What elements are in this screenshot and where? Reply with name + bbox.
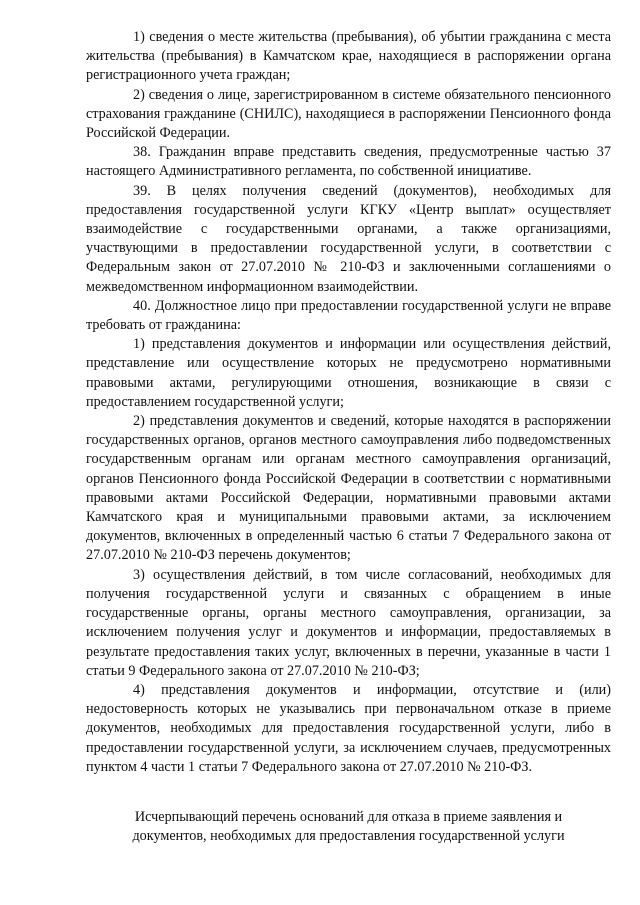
paragraph-38: 38. Гражданин вправе представить сведения, предусмотренные частью 37 настоящего Административного регламента, по собственной инициативе. [86,144,611,180]
paragraph-40-item-3: 3) осуществления действий, в том числе согласований, необходимых для получения государственной услуги и связанных с обращением в иные государственные органы, органы местного самоуправления, организации, за исключением получения услуг и документов и информации, предоставляемых в результате предоставления таких услуг, включенных в перечни, указанные в части 1 статьи 9 Федерального закона от 27.07.2010 № 210-ФЗ; [86,566,611,679]
paragraph-item-2-snils: 2) сведения о лице, зарегистрированном в системе обязательного пенсионного страхования гражданине (СНИЛС), находящиеся в распоряжении Пенсионного фонда Российской Федерации. [86,86,611,142]
paragraph-40-item-1: 1) представления документов и информации или осуществления действий, представление или осуществление которых не предусмотрено нормативными правовыми актами, регулирующими отношения, возникающие в связи с предоставлением государственной услуги; [86,336,611,410]
paragraph-40-item-4: 4) представления документов и информации, отсутствие и (или) недостоверность которых не указывались при первоначальном отказе в приеме документов, необходимых для предоставления государственной услуги, либо в предоставлении государственной услуги, за исключением случаев, предусмотренных пунктом 4 части 1 статьи 7 Федерального закона от 27.07.2010 № 210-ФЗ. [86,681,611,775]
section-heading-line-2: документов, необходимых для предоставления государственной услуги [132,828,565,845]
paragraph-39: 39. В целях получения сведений (документов), необходимых для предоставления государственной услуги КГКУ «Центр выплат» осуществляет взаимодействие с государственными органами, а также организациями, участвующими в предоставлении государственной услуги, в соответствии с Федеральным закон от 27.07.2010 № 210-ФЗ и заключенными соглашениями о межведомственном информационном взаимодействии. [86,182,611,295]
paragraph-40-item-2: 2) представления документов и сведений, которые находятся в распоряжении государственных органов, органов местного самоуправления либо подведомственных государственным органам или органам местного самоуправления организаций, органов Пенсионного фонда Российской Федерации в соответствии с нормативными правовыми актами Российской Федерации, нормативными правовыми актами Камчатского края и муниципальными правовыми актами, за исключением документов, включенных в определенный частью 6 статьи 7 Федерального закона от 27.07.2010 № 210-ФЗ перечень документов; [86,413,611,564]
paragraph-item-1-residence: 1) сведения о месте жительства (пребывания), об убытии гражданина с места жительства (пребывания) в Камчатском крае, находящиеся в распоряжении органа регистрационного учета граждан; [86,29,611,84]
paragraph-40: 40. Должностное лицо при предоставлении государственной услуги не вправе требовать от гражданина: [86,297,611,334]
section-heading [86,808,611,846]
section-heading-line-1: Исчерпывающий перечень оснований для отказа в приеме заявления и [134,808,563,825]
